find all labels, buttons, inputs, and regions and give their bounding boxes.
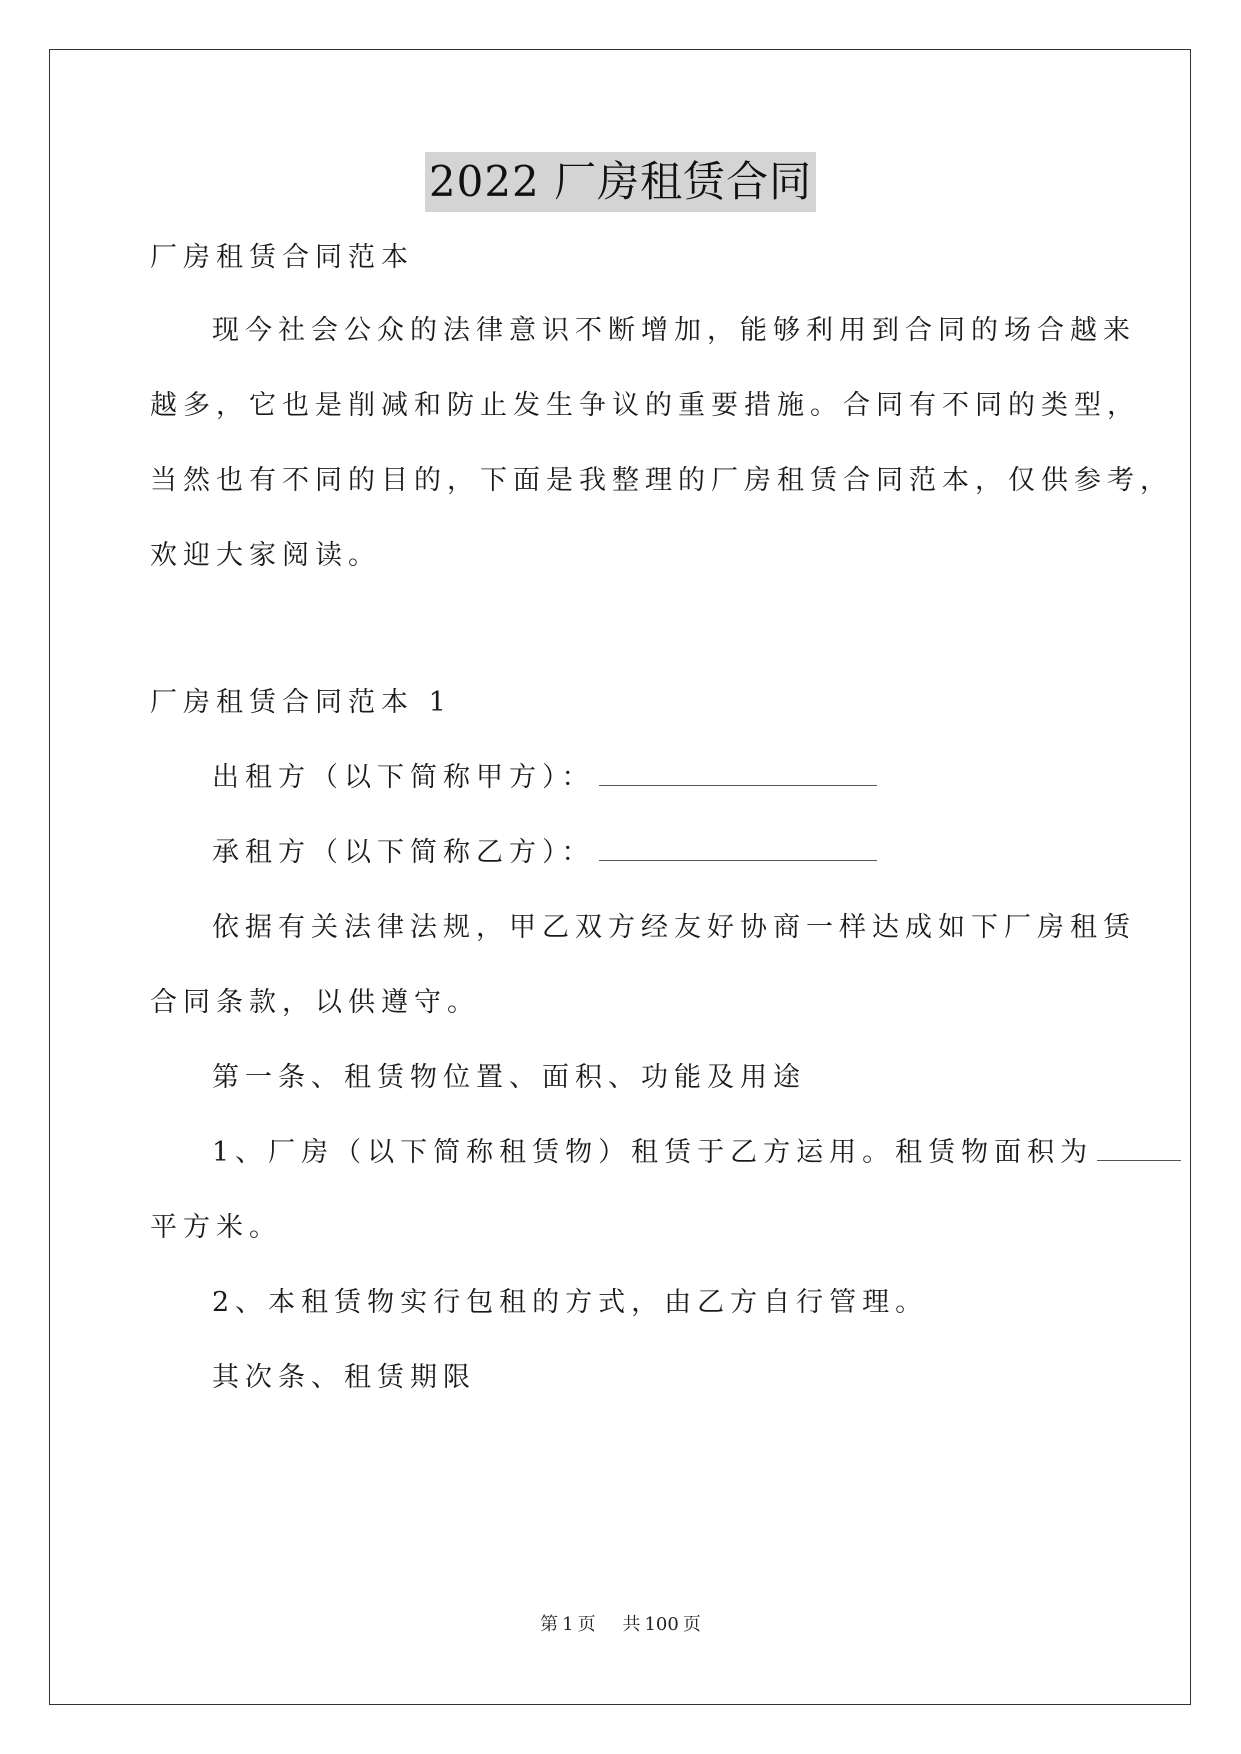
lessor-line: [212, 760, 877, 796]
total-pages: 100: [644, 1614, 679, 1635]
basis-line-1: 依据有关法律法规，甲乙双方经友好协商一样达成如下厂房租赁: [212, 912, 1136, 943]
page-number: 1: [562, 1614, 574, 1635]
contract-heading: 厂房租赁合同范本 1: [150, 687, 452, 718]
clause-1-line-2: 平方米。: [150, 1212, 282, 1243]
title-container: [0, 152, 1241, 212]
area-blank: [1097, 1136, 1181, 1161]
article-2-heading: 其次条、租赁期限: [212, 1362, 476, 1393]
section-heading: 厂房租赁合同范本: [150, 242, 414, 273]
lessee-blank: [599, 836, 877, 861]
total-prefix: 共: [622, 1614, 641, 1635]
page-footer: [0, 1610, 1241, 1636]
article-1-heading: 第一条、租赁物位置、面积、功能及用途: [212, 1062, 806, 1093]
clause-1-line-1: [212, 1135, 1181, 1171]
page-prefix: 第: [540, 1614, 559, 1635]
intro-line-3: 当然也有不同的目的，下面是我整理的厂房租赁合同范本，仅供参考，: [150, 465, 1173, 496]
intro-line-4: 欢迎大家阅读。: [150, 540, 381, 571]
lessee-label: 承租方（以下简称乙方）：: [212, 837, 595, 868]
intro-line-2: 越多，它也是削减和防止发生争议的重要措施。合同有不同的类型，: [150, 390, 1140, 421]
page-border: [49, 49, 1191, 1705]
page-suffix: 页: [577, 1614, 596, 1635]
basis-line-2: 合同条款，以供遵守。: [150, 987, 480, 1018]
intro-line-1: 现今社会公众的法律意识不断增加，能够利用到合同的场合越来: [212, 315, 1136, 346]
total-suffix: 页: [682, 1614, 701, 1635]
document-title: 2022 厂房租赁合同: [425, 152, 816, 212]
lessor-label: 出租方（以下简称甲方）：: [212, 762, 595, 793]
clause-2: 2、本租赁物实行包租的方式，由乙方自行管理。: [212, 1287, 929, 1318]
clause-1-text: 1、厂房（以下简称租赁物）租赁于乙方运用。租赁物面积为: [212, 1137, 1094, 1168]
lessee-line: [212, 835, 877, 871]
lessor-blank: [599, 761, 877, 786]
